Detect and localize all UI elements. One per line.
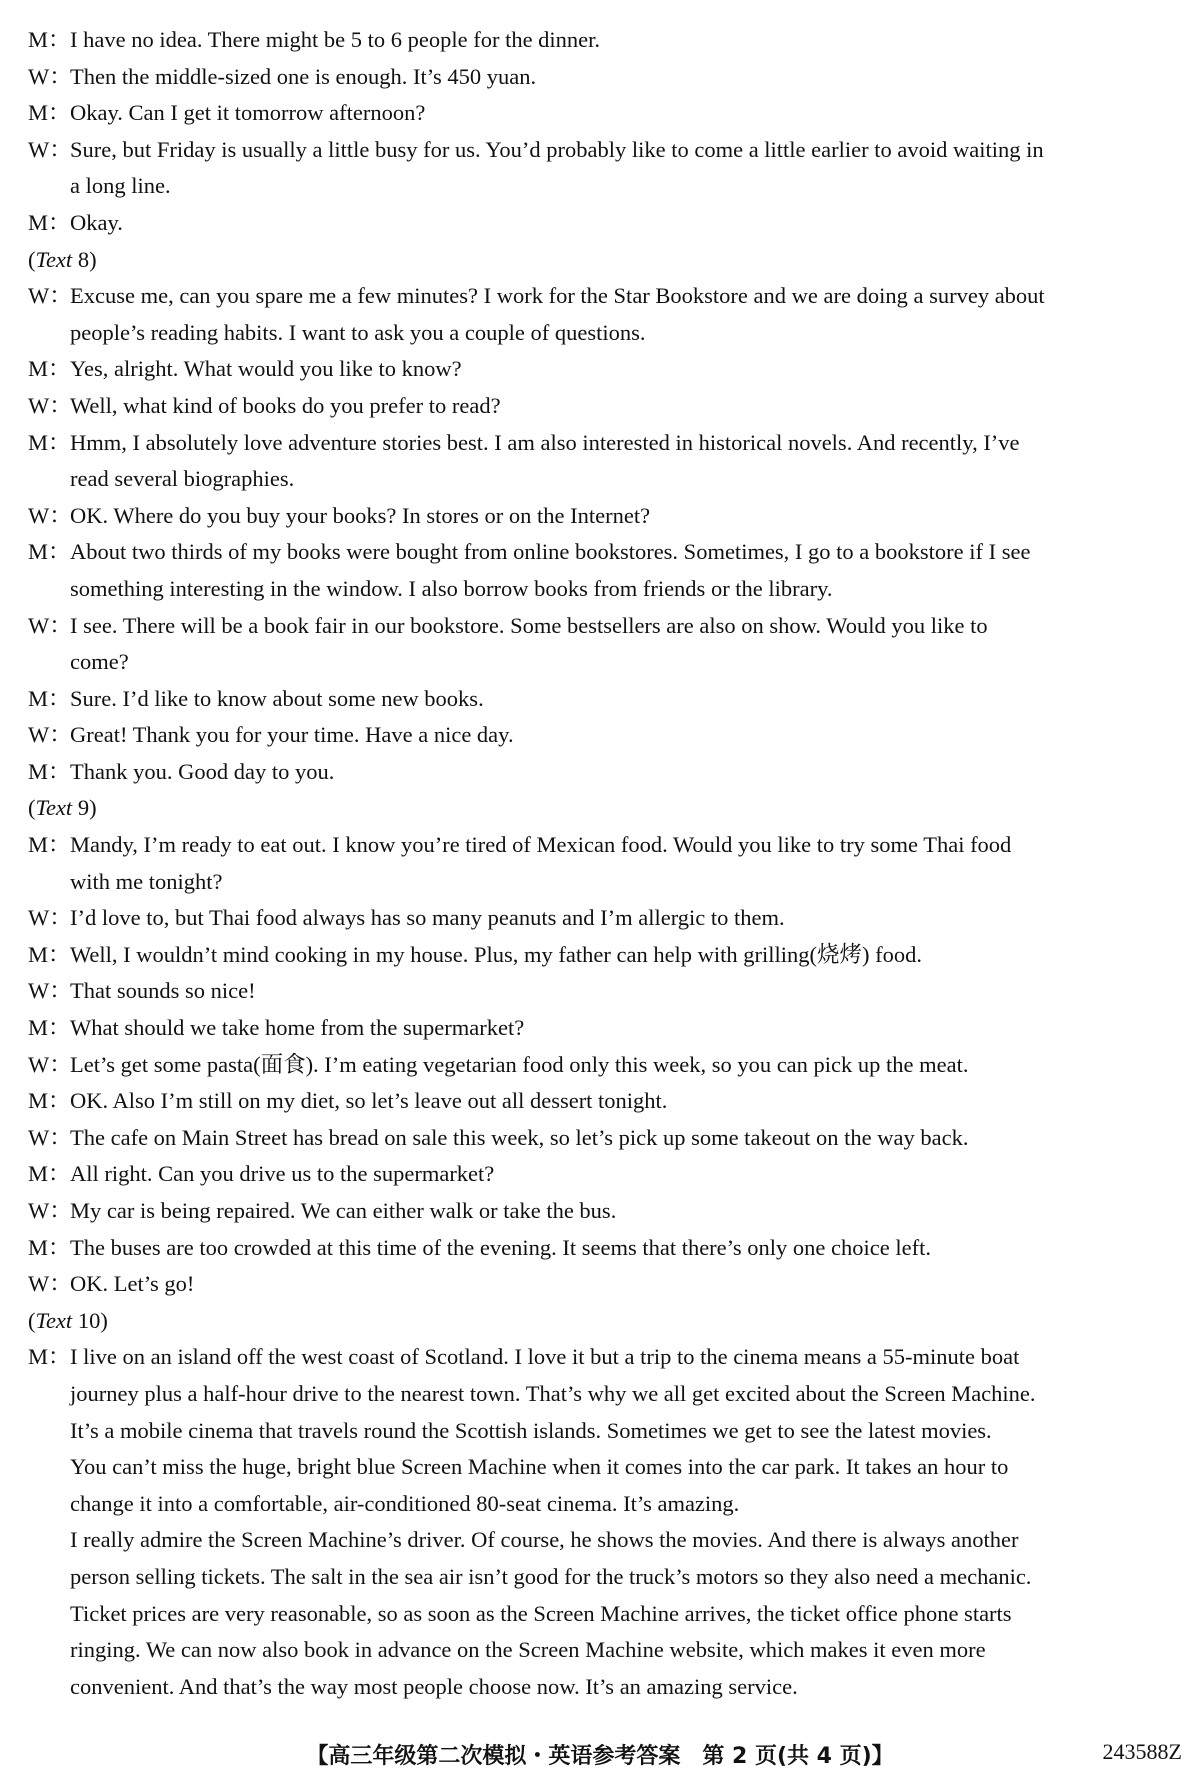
dialogue-line: Sure, but Friday is usually a little busy for us. You’d probably like to come a little earlier to avoid waiting in bbox=[70, 136, 1044, 162]
dialogue-line: Well, what kind of books do you prefer to read? bbox=[70, 392, 501, 418]
dialogue-line: I have no idea. There might be 5 to 6 people for the dinner. bbox=[70, 27, 601, 52]
speaker-label: M： bbox=[28, 539, 71, 565]
dialogue-line: I see. There will be a book fair in our bookstore. Some bestsellers are also on show. Would you like to bbox=[70, 612, 988, 638]
dialogue-line: Hmm, I absolutely love adventure stories best. I am also interested in historical novels. And recently, I’ve bbox=[70, 429, 1020, 455]
transcript bbox=[28, 22, 1178, 1705]
speaker-label: W： bbox=[28, 1124, 72, 1150]
dialogue-turn bbox=[28, 937, 1178, 974]
speaker-label: M： bbox=[28, 1161, 71, 1187]
dialogue-turn bbox=[28, 1083, 1178, 1120]
section-number: 9) bbox=[72, 795, 97, 821]
dialogue-turn bbox=[28, 717, 1178, 754]
dialogue-turn bbox=[28, 132, 1178, 169]
dialogue-turn bbox=[28, 278, 1178, 315]
dialogue-turn bbox=[28, 1010, 1178, 1047]
speaker-label: M： bbox=[28, 209, 71, 235]
dialogue-line: Then the middle-sized one is enough. It’s 450 yuan. bbox=[70, 63, 537, 89]
speaker-label: W： bbox=[28, 722, 72, 748]
speaker-label: W： bbox=[28, 612, 72, 638]
dialogue-line: Mandy, I’m ready to eat out. I know you’re tired of Mexican food. Would you like to try some Thai food bbox=[70, 832, 1012, 858]
speaker-label: M： bbox=[28, 1088, 71, 1114]
dialogue-line: What should we take home from the supermarket? bbox=[70, 1015, 525, 1041]
section-number: 8) bbox=[72, 246, 97, 272]
dialogue-turn bbox=[28, 973, 1178, 1010]
dialogue-line: That sounds so nice! bbox=[70, 978, 256, 1004]
footer-title: 【高三年级第二次模拟・英语参考答案 第 2 页(共 4 页)】 bbox=[306, 1744, 894, 1769]
speaker-label: W： bbox=[28, 978, 72, 1004]
dialogue-turn bbox=[28, 1047, 1178, 1084]
dialogue-line-continued: change it into a comfortable, air-conditioned 80-seat cinema. It’s amazing. bbox=[70, 1490, 740, 1516]
dialogue-turn bbox=[28, 59, 1178, 96]
exam-code: 243588Z bbox=[1102, 1739, 1182, 1764]
dialogue-turn bbox=[28, 1156, 1178, 1193]
page-footer bbox=[0, 1735, 1200, 1771]
dialogue-turn bbox=[28, 827, 1178, 864]
speaker-label: W： bbox=[28, 502, 72, 528]
section-number: 10) bbox=[72, 1307, 108, 1333]
dialogue-turn bbox=[28, 388, 1178, 425]
dialogue-turn bbox=[28, 1230, 1178, 1267]
dialogue-line: The buses are too crowded at this time of the evening. It seems that there’s only one choice left. bbox=[70, 1234, 931, 1260]
dialogue-turn bbox=[28, 754, 1178, 791]
dialogue-line-continued: a long line. bbox=[70, 173, 171, 199]
speaker-label: W： bbox=[28, 1198, 72, 1223]
dialogue-line-continued: journey plus a half-hour drive to the nearest town. That’s why we all get excited about the Screen Machine. bbox=[70, 1380, 1036, 1406]
dialogue-turn bbox=[28, 1193, 1178, 1230]
dialogue-line-continued: with me tonight? bbox=[70, 868, 223, 894]
section-label: Text bbox=[35, 1307, 73, 1333]
dialogue-line: About two thirds of my books were bought from online bookstores. Sometimes, I go to a bookstore if I see bbox=[70, 539, 1031, 565]
speaker-label: M： bbox=[28, 832, 71, 858]
dialogue-line: My car is being repaired. We can either walk or take the bus. bbox=[70, 1198, 617, 1223]
section-open-paren: ( bbox=[28, 1307, 36, 1333]
dialogue-line: Great! Thank you for your time. Have a nice day. bbox=[70, 722, 514, 748]
dialogue-line-continued: Ticket prices are very reasonable, so as soon as the Screen Machine arrives, the ticket office phone starts bbox=[70, 1600, 1012, 1626]
speaker-label: W： bbox=[28, 283, 72, 309]
speaker-label: M： bbox=[28, 1344, 71, 1370]
dialogue-line: OK. Let’s go! bbox=[70, 1271, 195, 1297]
dialogue-turn bbox=[28, 205, 1178, 242]
dialogue-turn bbox=[28, 95, 1178, 132]
dialogue-turn bbox=[28, 534, 1178, 571]
section-heading bbox=[28, 242, 1178, 279]
speaker-label: M： bbox=[28, 100, 71, 126]
dialogue-line-continued: read several biographies. bbox=[70, 466, 295, 492]
dialogue-line: Yes, alright. What would you like to know? bbox=[70, 356, 462, 382]
dialogue-line-continued: You can’t miss the huge, bright blue Screen Machine when it comes into the car park. It takes an hour to bbox=[70, 1454, 1009, 1480]
speaker-label: W： bbox=[28, 136, 72, 162]
dialogue-turn bbox=[28, 681, 1178, 718]
dialogue-line-continued: convenient. And that’s the way most people choose now. It’s an amazing service. bbox=[70, 1673, 798, 1699]
dialogue-line: OK. Where do you buy your books? In stores or on the Internet? bbox=[70, 502, 651, 528]
speaker-label: M： bbox=[28, 356, 71, 382]
dialogue-line: Excuse me, can you spare me a few minutes? I work for the Star Bookstore and we are doing a survey about bbox=[70, 283, 1045, 309]
section-label: Text bbox=[35, 795, 73, 821]
speaker-label: M： bbox=[28, 685, 71, 711]
dialogue-line-continued: I really admire the Screen Machine’s driver. Of course, he shows the movies. And there is always another bbox=[70, 1527, 1019, 1553]
speaker-label: W： bbox=[28, 392, 72, 418]
dialogue-turn bbox=[28, 22, 1178, 59]
speaker-label: W： bbox=[28, 905, 72, 931]
speaker-label: W： bbox=[28, 1051, 72, 1077]
dialogue-line: Let’s get some pasta(面食). I’m eating vegetarian food only this week, so you can pick up the meat. bbox=[70, 1051, 969, 1077]
dialogue-line: Well, I wouldn’t mind cooking in my house. Plus, my father can help with grilling(烧烤) food. bbox=[70, 941, 923, 967]
section-heading bbox=[28, 790, 1178, 827]
dialogue-line: I live on an island off the west coast of Scotland. I love it but a trip to the cinema means a 55-minute boat bbox=[70, 1344, 1020, 1370]
dialogue-turn bbox=[28, 1339, 1178, 1376]
dialogue-line: All right. Can you drive us to the supermarket? bbox=[70, 1161, 495, 1187]
dialogue-turn bbox=[28, 1120, 1178, 1157]
dialogue-turn bbox=[28, 608, 1178, 645]
dialogue-line-continued: something interesting in the window. I also borrow books from friends or the library. bbox=[70, 575, 833, 601]
section-label: Text bbox=[35, 246, 73, 272]
dialogue-line-continued: people’s reading habits. I want to ask you a couple of questions. bbox=[70, 319, 646, 345]
dialogue-turn bbox=[28, 351, 1178, 388]
dialogue-line-continued: It’s a mobile cinema that travels round the Scottish islands. Sometimes we get to see the latest movies. bbox=[70, 1417, 992, 1443]
dialogue-line: The cafe on Main Street has bread on sale this week, so let’s pick up some takeout on the way back. bbox=[70, 1124, 969, 1150]
dialogue-line: OK. Also I’m still on my diet, so let’s leave out all dessert tonight. bbox=[70, 1088, 668, 1114]
dialogue-turn bbox=[28, 1266, 1178, 1303]
dialogue-line: Okay. bbox=[70, 209, 123, 235]
dialogue-line: I’d love to, but Thai food always has so many peanuts and I’m allergic to them. bbox=[70, 905, 785, 931]
speaker-label: M： bbox=[28, 429, 71, 455]
section-open-paren: ( bbox=[28, 246, 36, 272]
section-open-paren: ( bbox=[28, 795, 36, 821]
speaker-label: M： bbox=[28, 941, 71, 967]
dialogue-line: Thank you. Good day to you. bbox=[70, 758, 335, 784]
dialogue-turn bbox=[28, 425, 1178, 462]
dialogue-turn bbox=[28, 498, 1178, 535]
dialogue-line-continued: person selling tickets. The salt in the sea air isn’t good for the truck’s motors so they also need a mechanic. bbox=[70, 1563, 1032, 1589]
dialogue-line-continued: ringing. We can now also book in advance on the Screen Machine website, which makes it even more bbox=[70, 1637, 986, 1663]
speaker-label: M： bbox=[28, 27, 71, 52]
speaker-label: W： bbox=[28, 1271, 72, 1297]
dialogue-line: Okay. Can I get it tomorrow afternoon? bbox=[70, 100, 426, 126]
dialogue-turn bbox=[28, 900, 1178, 937]
dialogue-line: Sure. I’d like to know about some new books. bbox=[70, 685, 484, 711]
section-heading bbox=[28, 1303, 1178, 1340]
speaker-label: M： bbox=[28, 1234, 71, 1260]
speaker-label: W： bbox=[28, 63, 72, 89]
speaker-label: M： bbox=[28, 1015, 71, 1041]
dialogue-line-continued: come? bbox=[70, 649, 129, 675]
speaker-label: M： bbox=[28, 758, 71, 784]
